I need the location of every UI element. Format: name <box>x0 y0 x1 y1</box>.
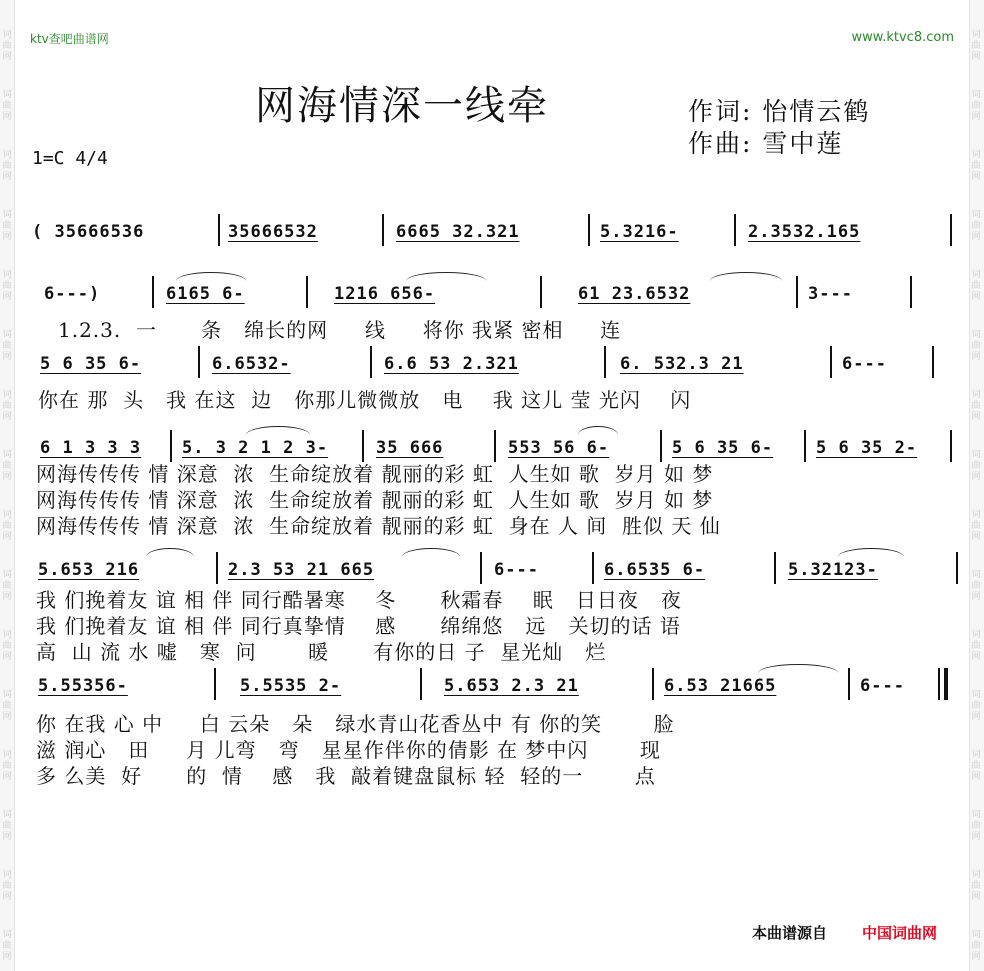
watermark-glyph: 词 <box>971 330 981 340</box>
watermark-glyph: 曲 <box>2 821 12 831</box>
bar-line <box>848 668 850 700</box>
watermark-glyph: 网 <box>2 832 12 842</box>
watermark-glyph: 曲 <box>971 401 981 411</box>
watermark-glyph: 网 <box>2 592 12 602</box>
notation-measure: 5.653 2.3 21 <box>444 676 579 696</box>
bar-line <box>540 276 542 308</box>
site-name-left: ktv查吧曲谱网 <box>30 32 109 46</box>
notation-measure: 6.6 53 2.321 <box>384 354 519 374</box>
watermark-glyph: 词 <box>971 810 981 820</box>
notation-measure: 2.3532.165 <box>748 222 861 242</box>
watermark-glyph: 曲 <box>971 941 981 951</box>
slur-mark <box>578 426 618 435</box>
watermark-glyph: 网 <box>971 772 981 782</box>
watermark-glyph: 曲 <box>2 521 12 531</box>
slur-mark <box>246 426 310 435</box>
watermark-glyph: 词 <box>2 690 12 700</box>
bar-line <box>218 214 220 246</box>
source-label: 本曲谱源自 <box>752 924 828 942</box>
bar-line <box>950 430 952 462</box>
watermark-glyph: 曲 <box>971 641 981 651</box>
watermark-glyph: 网 <box>2 712 12 722</box>
notation-measure: 61 23.6532 <box>578 284 691 304</box>
bar-line <box>588 214 590 246</box>
bar-line <box>932 346 934 378</box>
bar-line <box>370 346 372 378</box>
slur-mark <box>758 664 838 673</box>
slur-mark <box>710 272 782 281</box>
notation-measure: 6--- <box>494 560 539 580</box>
watermark-glyph: 网 <box>971 172 981 182</box>
watermark-glyph: 网 <box>2 532 12 542</box>
watermark-glyph: 曲 <box>2 281 12 291</box>
bar-line <box>382 214 384 246</box>
watermark-glyph: 网 <box>971 112 981 122</box>
notation-measure: 6.6535 6- <box>604 560 706 580</box>
watermark-glyph: 曲 <box>2 401 12 411</box>
watermark-glyph: 网 <box>971 52 981 62</box>
notation-measure: 6--- <box>860 676 905 696</box>
watermark-glyph: 词 <box>971 510 981 520</box>
watermark-glyph: 词 <box>971 570 981 580</box>
watermark-glyph: 曲 <box>971 701 981 711</box>
watermark-glyph: 词 <box>971 210 981 220</box>
bar-line <box>216 552 218 584</box>
key-signature: 1=C 4/4 <box>32 148 108 169</box>
source-site-link[interactable]: 中国词曲网 <box>862 924 938 942</box>
lyric-line: 高 山 流 水 嘘 寒 问 暖 有你的日 子 星光灿 烂 <box>36 640 607 664</box>
watermark-glyph: 词 <box>971 150 981 160</box>
watermark-glyph: 网 <box>971 652 981 662</box>
composer-credit: 作曲: 雪中莲 <box>688 129 844 158</box>
watermark-glyph: 词 <box>2 90 12 100</box>
watermark-glyph: 词 <box>2 390 12 400</box>
watermark-glyph: 网 <box>2 352 12 362</box>
watermark-glyph: 网 <box>971 412 981 422</box>
watermark-glyph: 词 <box>2 270 12 280</box>
watermark-glyph: 网 <box>971 952 981 962</box>
bar-line <box>910 276 912 308</box>
watermark-glyph: 曲 <box>971 341 981 351</box>
watermark-glyph: 曲 <box>2 641 12 651</box>
watermark-glyph: 曲 <box>971 41 981 51</box>
watermark-glyph: 网 <box>971 832 981 842</box>
watermark-glyph: 曲 <box>971 761 981 771</box>
notation-measure: 5 6 35 2- <box>816 438 918 458</box>
bar-line <box>950 214 952 246</box>
watermark-glyph: 词 <box>971 750 981 760</box>
bar-line <box>830 346 832 378</box>
watermark-glyph: 网 <box>2 412 12 422</box>
watermark-glyph: 曲 <box>2 41 12 51</box>
notation-measure: 3--- <box>808 284 853 304</box>
lyric-line: 你 在我 心 中 白 云朵 朵 绿水青山花香丛中 有 你的笑 脸 <box>36 712 675 736</box>
lyric-line: 我 们挽着友 谊 相 伴 同行酷暑寒 冬 秋霜春 眠 日日夜 夜 <box>36 588 682 612</box>
bar-line <box>652 668 654 700</box>
notation-measure: 6 1 3 3 3 <box>40 438 142 458</box>
watermark-glyph: 词 <box>2 330 12 340</box>
notation-measure: ( 35666536 <box>32 222 145 242</box>
bar-line <box>592 552 594 584</box>
watermark-glyph: 词 <box>971 630 981 640</box>
watermark-glyph: 词 <box>2 210 12 220</box>
watermark-glyph: 词 <box>971 270 981 280</box>
watermark-glyph: 曲 <box>2 101 12 111</box>
watermark-glyph: 网 <box>971 292 981 302</box>
watermark-glyph: 词 <box>971 90 981 100</box>
bar-line <box>734 214 736 246</box>
bar-line <box>420 668 422 700</box>
notation-measure: 35 666 <box>376 438 444 458</box>
notation-measure: 5 6 35 6- <box>40 354 142 374</box>
watermark-glyph: 曲 <box>971 161 981 171</box>
notation-measure: 5.5535 2- <box>240 676 342 696</box>
watermark-glyph: 词 <box>971 450 981 460</box>
bar-line <box>480 552 482 584</box>
watermark-glyph: 曲 <box>971 281 981 291</box>
notation-measure: 35666532 <box>228 222 318 242</box>
watermark-glyph: 词 <box>2 570 12 580</box>
notation-measure: 1216 656- <box>334 284 436 304</box>
watermark-glyph: 曲 <box>2 341 12 351</box>
watermark-glyph: 词 <box>971 690 981 700</box>
watermark-glyph: 曲 <box>971 581 981 591</box>
bar-line <box>796 276 798 308</box>
bar-line <box>774 552 776 584</box>
slur-mark <box>402 548 460 557</box>
watermark-glyph: 网 <box>2 892 12 902</box>
watermark-glyph: 词 <box>2 870 12 880</box>
notation-measure: 6.53 21665 <box>664 676 777 696</box>
notation-measure: 5. 3 2 1 2 3- <box>182 438 329 458</box>
watermark-glyph: 网 <box>971 892 981 902</box>
final-bar-line-thin <box>938 668 940 700</box>
watermark-glyph: 网 <box>2 172 12 182</box>
watermark-glyph: 曲 <box>971 521 981 531</box>
bar-line <box>152 276 154 308</box>
bar-line <box>604 346 606 378</box>
notation-measure: 5 6 35 6- <box>672 438 774 458</box>
lyric-line: 网海传传传 情 深意 浓 生命绽放着 靓丽的彩 虹 人生如 歌 岁月 如 梦 <box>36 488 714 512</box>
watermark-glyph: 词 <box>971 930 981 940</box>
watermark-glyph: 网 <box>2 112 12 122</box>
watermark-glyph: 曲 <box>2 881 12 891</box>
bar-line <box>306 276 308 308</box>
watermark-glyph: 网 <box>2 472 12 482</box>
lyric-line: 网海传传传 情 深意 浓 生命绽放着 靓丽的彩 虹 身在 人 间 胜似 天 仙 <box>36 514 721 538</box>
watermark-glyph: 曲 <box>971 461 981 471</box>
watermark-glyph: 曲 <box>971 221 981 231</box>
song-title: 网海情深一线牵 <box>255 83 549 129</box>
notation-measure: 2.3 53 21 665 <box>228 560 375 580</box>
watermark-glyph: 词 <box>971 870 981 880</box>
notation-measure: 5.55356- <box>38 676 128 696</box>
lyric-line: 你在 那 头 我 在这 边 你那儿微微放 电 我 这儿 莹 光闪 闪 <box>38 388 692 412</box>
slur-mark <box>176 272 246 281</box>
bar-line <box>956 552 958 584</box>
slur-mark <box>146 548 194 557</box>
watermark-glyph: 网 <box>971 352 981 362</box>
watermark-glyph: 词 <box>2 30 12 40</box>
watermark-glyph: 网 <box>971 472 981 482</box>
notation-measure: 6--- <box>842 354 887 374</box>
watermark-glyph: 曲 <box>2 701 12 711</box>
watermark-glyph: 词 <box>971 390 981 400</box>
watermark-glyph: 曲 <box>2 161 12 171</box>
notation-measure: 6. 532.3 21 <box>620 354 744 374</box>
bar-line <box>804 430 806 462</box>
watermark-glyph: 曲 <box>971 821 981 831</box>
watermark-glyph: 网 <box>971 532 981 542</box>
notation-measure: 6---) <box>44 284 101 304</box>
watermark-glyph: 网 <box>2 292 12 302</box>
watermark-glyph: 网 <box>2 52 12 62</box>
bar-line <box>214 668 216 700</box>
watermark-glyph: 曲 <box>971 881 981 891</box>
site-url-right: www.ktvc8.com <box>851 30 954 45</box>
watermark-glyph: 词 <box>971 30 981 40</box>
watermark-glyph: 词 <box>2 750 12 760</box>
notation-measure: 553 56 6- <box>508 438 610 458</box>
watermark-glyph: 曲 <box>971 101 981 111</box>
lyric-line: 多 么美 好 的 情 感 我 敲着键盘鼠标 轻 轻的一 点 <box>36 764 656 788</box>
slur-mark <box>406 272 486 281</box>
bar-line <box>198 346 200 378</box>
notation-measure: 6.6532- <box>212 354 291 374</box>
watermark-glyph: 词 <box>2 510 12 520</box>
watermark-glyph: 曲 <box>2 221 12 231</box>
notation-measure: 6165 6- <box>166 284 245 304</box>
final-bar-line-thick <box>944 668 948 700</box>
lyric-line: 1.2.3. 一 条 绵长的网 线 将你 我紧 密相 连 <box>58 318 622 342</box>
watermark-glyph: 词 <box>2 450 12 460</box>
notation-measure: 5.32123- <box>788 560 878 580</box>
notation-measure: 6665 32.321 <box>396 222 520 242</box>
watermark-glyph: 网 <box>2 232 12 242</box>
watermark-glyph: 词 <box>2 810 12 820</box>
watermark-glyph: 词 <box>2 930 12 940</box>
watermark-glyph: 网 <box>971 712 981 722</box>
watermark-glyph: 网 <box>971 592 981 602</box>
watermark-glyph: 网 <box>2 772 12 782</box>
lyric-line: 网海传传传 情 深意 浓 生命绽放着 靓丽的彩 虹 人生如 歌 岁月 如 梦 <box>36 462 714 486</box>
lyric-line: 我 们挽着友 谊 相 伴 同行真挚情 感 绵绵悠 远 关切的话 语 <box>36 614 681 638</box>
watermark-glyph: 曲 <box>2 461 12 471</box>
watermark-glyph: 曲 <box>2 581 12 591</box>
lyric-line: 滋 润心 田 月 儿弯 弯 星星作伴你的倩影 在 梦中闪 现 <box>36 738 661 762</box>
watermark-glyph: 词 <box>2 630 12 640</box>
watermark-glyph: 网 <box>971 232 981 242</box>
watermark-glyph: 曲 <box>2 761 12 771</box>
notation-measure: 5.653 216 <box>38 560 140 580</box>
watermark-glyph: 曲 <box>2 941 12 951</box>
notation-measure: 5.3216- <box>600 222 679 242</box>
lyricist-credit: 作词: 怡情云鹤 <box>688 97 871 126</box>
slur-mark <box>838 548 904 557</box>
watermark-glyph: 网 <box>2 652 12 662</box>
watermark-glyph: 网 <box>2 952 12 962</box>
watermark-glyph: 词 <box>2 150 12 160</box>
